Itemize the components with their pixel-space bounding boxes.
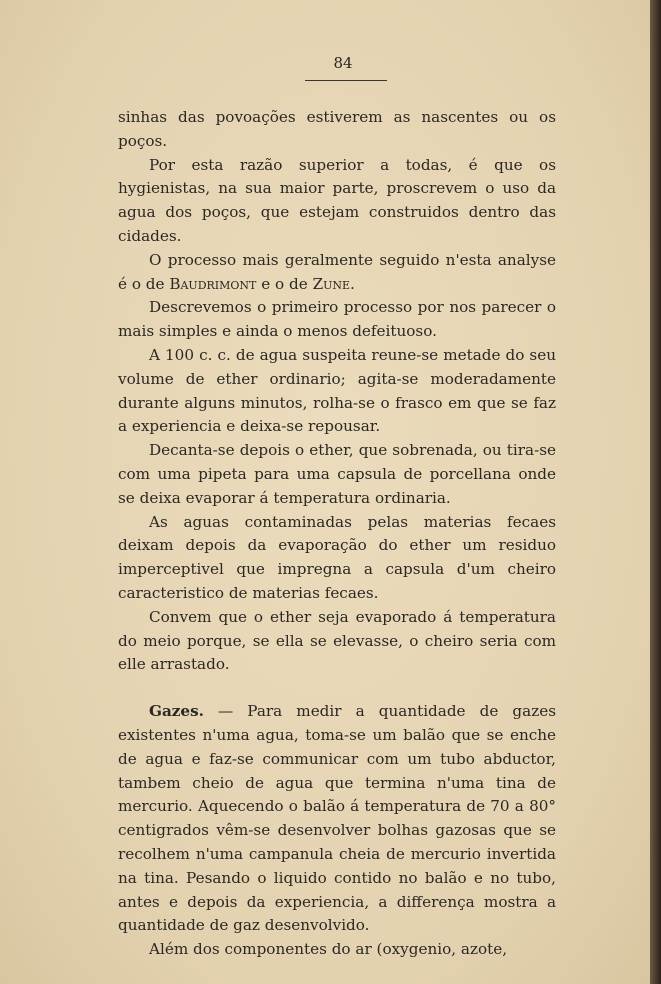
paragraph-hygienists: Por esta razão superior a todas, é que os hygienistas, na sua maior parte, proscrevem o uso da agua dos poços, que estejam construidos dentro das cidades.: [118, 155, 556, 245]
paragraph-first-process: Descrevemos o primeiro processo por nos parecer o mais simples e ainda o menos defeituoso.: [118, 298, 556, 341]
paragraph-evaporation: Convem que o ether seja evaporado á temperatura do meio porque, se ella se elevasse, o cheiro seria com elle arrastado.: [118, 607, 556, 674]
paragraph-continuation: sinhas das povoações estiverem as nascentes ou os poços.: [118, 108, 556, 150]
book-spine: [650, 0, 661, 984]
body-text: [118, 106, 556, 962]
header-rule: [305, 80, 387, 81]
author-zune: Zune: [312, 274, 351, 293]
page-number: 84: [333, 54, 353, 72]
author-baudrimont: Baudrimont: [169, 274, 257, 293]
paragraph-process: [118, 249, 556, 297]
paragraph-ether-mix: A 100 c. c. de agua suspeita reune-se metade do seu volume de ether ordinario; agita-se moderadamente durante alguns minutos, rolha-se o frasco em que se faz a experiencia e deixa-se repousar.: [118, 345, 556, 436]
process-text-middle: e o de: [256, 274, 313, 293]
process-text-before: O processo mais geralmente seguido n'esta analyse é o de: [118, 250, 556, 293]
paragraph-components: Além dos componentes do ar (oxygenio, azote,: [149, 940, 508, 959]
gazes-text: — Para medir a quantidade de gazes existentes n'uma agua, toma-se um balão que se enche de agua e faz-se communicar com um tubo abductor, tambem cheio de agua que termina n'uma tina de mercurio. Aquecendo o balão á temperatura de 70 a 80° centigrados vêm-se desenvolver bolhas gazosas que se recolhem n'uma campanula cheia de mercurio invertida na tina. Pesando o liquido contido no balão e no tubo, antes e depois da experiencia, a differença mostra a quantidade de gaz desenvolvido.: [118, 702, 556, 935]
paragraph-gazes: [118, 700, 556, 938]
paragraph-decant: Decanta-se depois o ether, que sobrenada, ou tira-se com uma pipeta para uma capsula de porcellana onde se deixa evaporar á temperatura ordinaria.: [118, 441, 556, 507]
process-text-after: .: [350, 274, 355, 293]
section-heading-gazes: Gazes.: [149, 702, 204, 721]
paragraph-contaminated: As aguas contaminadas pelas materias fecaes deixam depois da evaporação do ether um residuo imperceptivel que impregna a capsula d'um cheiro caracteristico de materias fecaes.: [118, 512, 556, 602]
